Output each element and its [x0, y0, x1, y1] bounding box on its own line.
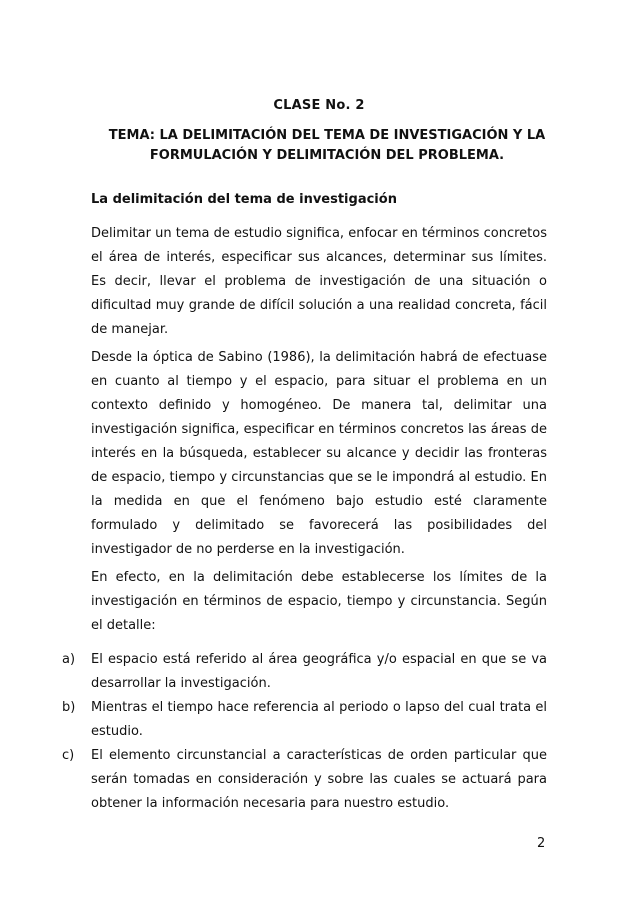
list-item-text: El elemento circunstancial a características de orden particular que serán tomadas en consideración y sobre las cuales se actuará para obtener la información necesaria para nuestro estudio.: [91, 748, 547, 811]
paragraph-limits: En efecto, en la delimitación debe establecerse los límites de la investigación en términos de espacio, tiempo y circunstancia. Según el detalle:: [91, 570, 547, 633]
topic-heading: TEMA: LA DELIMITACIÓN DEL TEMA DE INVESTIGACIÓN Y LA FORMULACIÓN Y DELIMITACIÓN DEL PROBLEMA.: [108, 128, 546, 163]
section-heading: La delimitación del tema de investigación: [91, 192, 397, 207]
paragraph-definition: Delimitar un tema de estudio significa, enfocar en términos concretos el área de interés, especificar sus alcances, determinar sus límites. Es decir, llevar el problema de investigación de una situación o dificultad muy grande de difícil solución a una realidad concreta, fácil de manejar.: [91, 226, 547, 337]
list-item-circumstance: [62, 744, 547, 816]
list-item-space: [62, 648, 547, 696]
list-marker: c): [62, 748, 75, 763]
list-marker: a): [62, 652, 76, 667]
page-number: 2: [537, 836, 546, 851]
list-item-text: El espacio está referido al área geográfica y/o espacial en que se va desarrollar la investigación.: [91, 652, 547, 691]
list-item-text: Mientras el tiempo hace referencia al periodo o lapso del cual trata el estudio.: [91, 700, 547, 739]
paragraph-sabino: Desde la óptica de Sabino (1986), la delimitación habrá de efectuase en cuanto al tiempo y el espacio, para situar el problema en un contexto definido y homogéneo. De manera tal, delimitar una investigación significa, especificar en términos concretos las áreas de interés en la búsqueda, establecer su alcance y decidir las fronteras de espacio, tiempo y circunstancias que se le impondrá al estudio. En la medida en que el fenómeno bajo estudio esté claramente formulado y delimitado se favorecerá las posibilidades del investigador de no perderse en la investigación.: [91, 350, 547, 557]
list-item-time: [62, 696, 547, 744]
list-marker: b): [62, 700, 76, 715]
page-title: CLASE No. 2: [273, 98, 365, 113]
